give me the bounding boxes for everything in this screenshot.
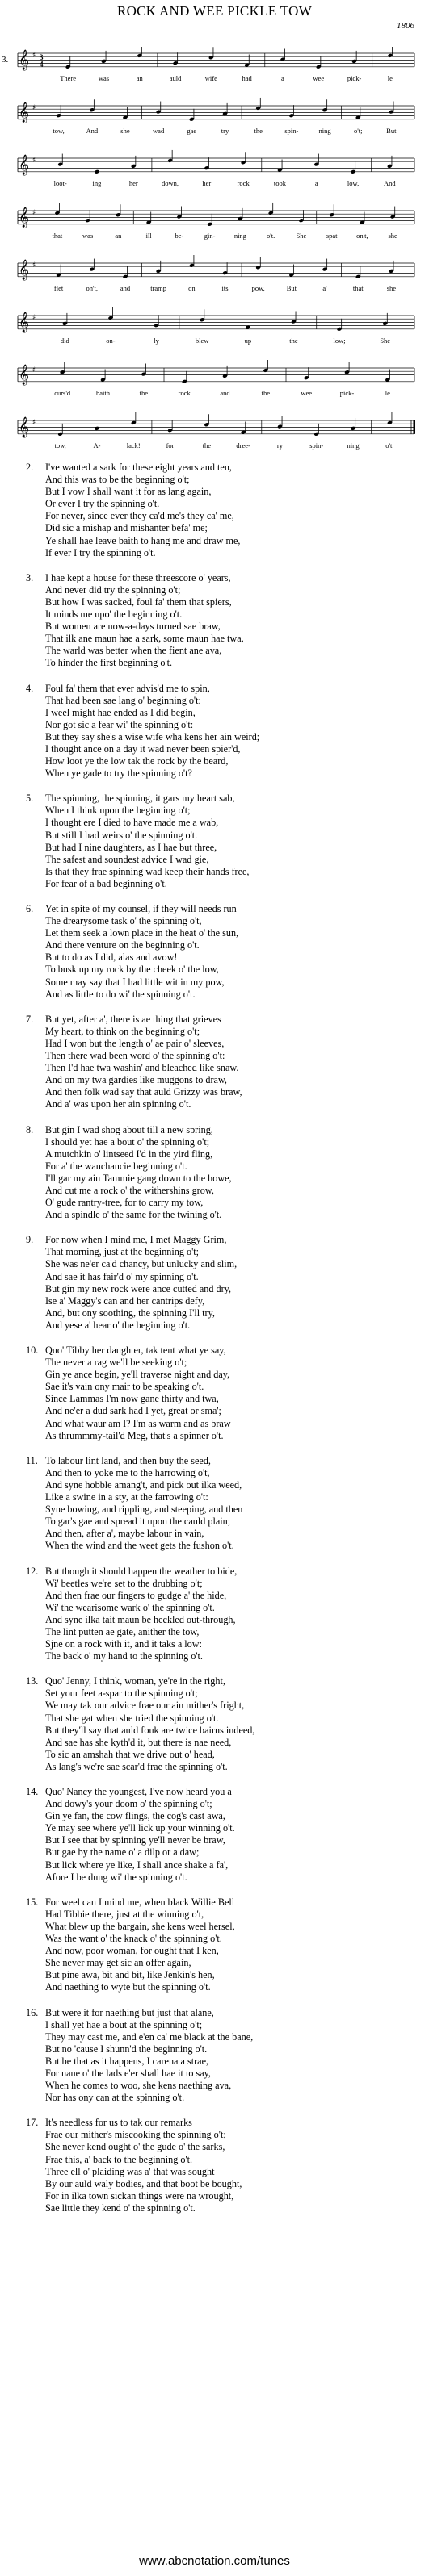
lyric-syllable: wee [301,389,313,397]
lyric-syllable: She [296,232,307,240]
time-signature-bottom: 4 [40,60,44,69]
time-signature-top: 3 [40,53,44,61]
lyric-syllable: a' [322,284,327,292]
lyric-syllable: be- [175,232,184,240]
verse-line: The drearysome task o' the spinning o't, [45,915,202,927]
verse-number: 17. [26,2117,39,2129]
verse-line: I thought ance on a day it wad never been spier'd, [45,742,241,755]
verse-line: But they'll say that auld fouk are twice bairns indeed, [45,1724,255,1736]
verse-line: Quo' Nancy the youngest, I've now heard you a [45,1786,232,1797]
lyric-syllable: curs'd [54,389,71,397]
verse-line: But were it for naething but just that alane, [45,2006,214,2018]
verse-line: And sae has she kyth'd it, but there is nae need, [45,1736,232,1748]
sharp-icon: ♯ [32,366,36,374]
verse-line: We may tak our advice frae our ain mither's fright, [45,1700,245,1712]
verse-line: But I vow I shall want it for as lang again, [45,486,212,498]
lyric-syllable: ry [276,441,283,450]
lyric-syllable: on't, [356,232,368,240]
verses-section [0,462,429,2227]
lyric-syllable: did [60,337,69,345]
verse [0,2117,429,2214]
verse-line: As thrummmy-tail'd Meg, that's a spinner o't. [45,1429,224,1441]
verse-line: That she gat when she tried the spinning o't. [45,1712,219,1724]
lyric-syllable: on- [106,337,116,345]
treble-clef-icon: 𝄞 [19,155,30,175]
verse-line: For never, since ever they ca'd me's they ca' me, [45,510,234,522]
verse-line: That morning, just at the beginning o't; [45,1246,200,1258]
lyric-syllable: the [202,441,212,450]
lyric-syllable: the [139,389,149,397]
treble-clef-icon: 𝄞 [19,260,30,280]
verse-line: And this was to be the beginning o't; [45,474,190,486]
verse-line: The warld was better when the fient ane ava, [45,645,222,657]
lyric-syllable: ing [92,179,102,187]
verse-line: Is that they frae spinning wad keep their hands free, [45,865,250,877]
lyric-syllable: was [82,232,94,240]
verse-line: A mutchkin o' lintseed I'd in the yird fling, [45,1148,213,1160]
verse-line: Frae this, a' back to the beginning o't. [45,2153,193,2165]
lyric-syllable: low; [333,337,346,345]
verse-line: Nor got sic a fear wi' the spinning o't: [45,718,194,730]
verse-line: But no 'cause I shunn'd the beginning o't. [45,2043,208,2055]
verse-number: 11. [26,1454,38,1466]
verse-line: And then frae our fingers to gudge a' the hide, [45,1589,227,1601]
lyric-syllable: gae [187,127,197,135]
lyric-syllable: rock [178,389,191,397]
lyric-syllable: she [120,127,130,135]
verse-line: How loot ye the low tak the rock by the beard, [45,755,229,767]
lyric-syllable: ly [154,337,159,345]
tune-number: 3. [2,55,9,65]
verse-line: And sae it has fair'd o' my spinning o't. [45,1270,199,1282]
sharp-icon: ♯ [32,419,36,427]
verse-line: Foul fa' them that ever advis'd me to spin, [45,682,210,694]
verse-line: But pine awa, bit and bit, like Jenkin's hen, [45,1969,215,1981]
lyric-syllable: the [261,389,271,397]
year-label: 1806 [397,21,414,31]
verse-line: I thought ere I died to have made me a wab, [45,817,219,829]
verse-number: 6. [26,903,34,914]
verse-line: The safest and soundest advice I wad gie, [45,853,209,865]
verse-line: But though it should happen the weather to bide, [45,1565,238,1577]
lyric-syllable: the [289,337,298,345]
verse-line: Wi' the wearisome wark o' the spinning o't. [45,1601,215,1613]
verse-line: And never did try the spinning o't; [45,583,181,596]
treble-clef-icon: 𝄞 [19,417,30,437]
verse-number: 13. [26,1675,39,1687]
verse-line: Then I'd hae twa washin' and bleached like snaw. [45,1062,239,1074]
sharp-icon: ♯ [32,52,36,60]
verse-number: 12. [26,1565,39,1577]
lyric-syllable: that [52,232,63,240]
verse-line: Quo' Tibby her daughter, tak tent what ye say, [45,1344,226,1356]
lyric-syllable: an [115,232,122,240]
lyric-syllable: and [220,389,230,397]
sharp-icon: ♯ [32,209,36,217]
lyric-syllable: spin- [309,441,324,450]
lyric-syllable: baith [96,389,110,397]
verse-line: She never may get sic an offer again, [45,1957,191,1969]
lyric-syllable: was [98,74,110,82]
sharp-icon: ♯ [32,157,36,165]
verse-line: To labour lint land, and then buy the seed, [45,1454,211,1466]
verse [0,1455,429,1553]
verse-line: And syne ilka tait maun be heckled out-through, [45,1613,236,1625]
verse-line: Since Lammas I'm now gane thirty and twa, [45,1393,219,1405]
lyric-syllable: But [386,127,397,135]
lyric-syllable: its [221,284,229,292]
verse-line: She never kend ought o' the gude o' the sarks, [45,2141,225,2153]
verse-line: To hinder the first beginning o't. [45,657,173,669]
lyric-syllable: the [254,127,263,135]
treble-clef-icon: 𝄞 [19,102,30,123]
verse-line: For fear of a bad beginning o't. [45,877,167,889]
verse-line: To busk up my rock by the cheek o' the low, [45,964,219,976]
verse-line: Like a swine in a sty, at the farrowing o't: [45,1491,208,1503]
verse-line: When he comes to woo, she kens naething ava, [45,2080,232,2092]
treble-clef-icon: 𝄞 [19,207,30,228]
lyric-syllable: a [314,179,318,187]
verse-number: 10. [26,1344,39,1356]
verse [0,1234,429,1332]
lyric-syllable: blew [195,337,209,345]
lyric-syllable: le [387,74,393,82]
verse-line: The lint putten ae gate, anither the tow, [45,1625,200,1637]
verse-line: I'll gar my ain Tammie gang down to the howe, [45,1172,232,1184]
verse-line: Sae little they kend o' the spinning o't. [45,2202,196,2214]
lyric-syllable: her [202,179,212,187]
verse-number: 3. [26,571,34,583]
verse-number: 4. [26,682,34,694]
verse-line: And then folk wad say that auld Grizzy was braw, [45,1086,242,1098]
verse-line: To sic an amshah that we drive out o' head, [45,1748,215,1760]
lyric-syllable: and [120,284,131,292]
lyric-syllable: wife [204,74,217,82]
lyric-syllable: flet [53,284,64,292]
verse-line: And there venture on the beginning o't. [45,939,200,951]
verse-line: Frae our mither's miscooking the spinning o't; [45,2129,226,2141]
lyric-syllable: ning [233,232,246,240]
verse-line: But had I nine daughters, as I hae but three, [45,841,217,853]
lyric-syllable: that [352,284,364,292]
verse-line: Wi' beetles we're set to the drubbing o't; [45,1577,203,1589]
lyric-syllable: o't. [266,232,275,240]
sharp-icon: ♯ [32,261,36,270]
verse-line: Yet in spite of my counsel, if they will needs run [45,903,237,914]
verse-number: 14. [26,1786,39,1797]
verse-line: But gin my new rock were ance cutted and dry, [45,1282,232,1294]
verse-line: And cut me a rock o' the withershins grow, [45,1184,214,1196]
lyric-syllable: o't; [353,127,363,135]
verse-line: They may cast me, and e'en ca' me black at the bane, [45,2030,254,2043]
verse-line: Ye may see where ye'll lick up your winning o't. [45,1822,235,1834]
verse [0,1675,429,1773]
verse-line: And naething to wyte but the spinning o't. [45,1981,211,1993]
verse-line: Nor has ony can at the spinning o't. [45,2092,185,2104]
verse [0,792,429,890]
verse-line: Set your feet a-spar to the spinning o't; [45,1687,198,1700]
verse-number: 16. [26,2006,39,2018]
lyric-syllable: wee [313,74,325,82]
verse-line: But lick where ye like, I shall ance shake a fa', [45,1859,229,1871]
verse-line: Or ever I try the spinning o't. [45,498,160,510]
verse-line: I shall yet hae a bout at the spinning o't; [45,2018,203,2030]
verse-line: For now when I mind me, I met Maggy Grim, [45,1234,227,1246]
verse-line: Syne bowing, and rippling, and steeping, and then [45,1503,243,1516]
treble-clef-icon: 𝄞 [19,50,30,70]
lyric-syllable: gin- [204,232,216,240]
lyric-syllable: ning [318,127,331,135]
verse-line: What blew up the bargain, she kens weel hersel, [45,1920,235,1932]
lyric-syllable: for [166,441,175,450]
lyric-syllable: lack! [126,441,141,450]
verse-line: I hae kept a house for these threescore o' years, [45,571,231,583]
music-score [0,47,429,466]
verse [0,1786,429,1884]
verse [0,572,429,670]
verse-line: But gin I wad shog about till a new spring, [45,1123,213,1135]
verse-line: I should yet hae a bout o' the spinning o't; [45,1135,210,1148]
verse-line: Sae it's vain ony mair to be speaking o't. [45,1381,204,1393]
verse [0,1014,429,1111]
lyric-syllable: ning [347,441,360,450]
lyric-syllable: But [286,284,297,292]
verse-line: Three ell o' plaiding was a' that was sought [45,2165,215,2177]
footer-url: www.abcnotation.com/tunes [139,2554,290,2568]
verse-line: And syne hobble amang't, and pick out ilka weed, [45,1478,242,1491]
verse-line: Was the want o' the knack o' the spinning o't. [45,1933,222,1945]
verse-line: That had been sae lang o' beginning o't; [45,694,201,706]
lyric-syllable: spin- [284,127,299,135]
verse-line: And as little to do wi' the spinning o't. [45,988,196,1000]
lyric-syllable: up [244,337,252,345]
verse-line: O' gude rantry-tree, for to carry my tow, [45,1197,204,1209]
verse-line: And, but ony soothing, the spinning I'll try, [45,1307,215,1319]
lyric-syllable: she [388,232,397,240]
treble-clef-icon: 𝄞 [19,365,30,385]
verse-line: The back o' my hand to the spinning o't. [45,1650,203,1662]
lyric-syllable: loot- [53,179,67,187]
verse [0,1124,429,1222]
verse [0,1896,429,1994]
verse-line: But they say she's a wise wife wha kens her ain weird; [45,730,260,742]
verse-line: And then, after a', maybe labour in vain, [45,1528,204,1540]
verse-line: Gin ye ance begin, ye'll traverse night and day, [45,1369,230,1381]
verse [0,2007,429,2105]
verse-line: And what waur am I? I'm as warm and as braw [45,1417,231,1429]
lyric-syllable: auld [169,74,182,82]
verse-line: I weel might hae ended as I did begin, [45,706,196,718]
verse-line: But to do as I did, alas and avow! [45,951,178,964]
lyric-syllable: dree- [236,441,250,450]
verse-line: But women are now-a-days turned sae braw, [45,621,221,633]
verse-line: But gae by the name o' a dilp or a daw; [45,1846,200,1859]
verse-line: Had Tibbie there, just at the winning o't, [45,1908,204,1920]
verse [0,903,429,1001]
lyric-syllable: took [273,179,287,187]
verse-line: By our auld waly bodies, and that boot be bought, [45,2177,242,2189]
lyric-syllable: She [380,337,391,345]
verse-line: And dowy's your doom o' the spinning o't; [45,1798,212,1810]
verse-line: But still I had weirs o' the spinning o't. [45,829,198,841]
verse-line: And yese a' hear o' the beginning o't. [45,1319,191,1331]
verse-line: Did sic a mishap and mishanter befa' me; [45,522,208,534]
lyric-syllable: tow, [54,441,66,450]
verse-line: My heart, to think on the beginning o't; [45,1025,200,1037]
verse-line: The spinning, the spinning, it gars my heart sab, [45,792,235,805]
verse-line: To gar's gae and spread it upon the cauld plain; [45,1516,231,1528]
lyric-syllable: an [136,74,143,82]
lyric-syllable: a [281,74,284,82]
verse [0,1344,429,1442]
verse-line: For weel can I mind me, when black Willie Bell [45,1896,235,1908]
verse-number: 5. [26,792,34,805]
verse-number: 9. [26,1234,34,1246]
verse-line: For nane o' the lads e'er shall hae it to say, [45,2067,211,2079]
verse-line: When ye gade to try the spinning o't? [45,767,192,780]
lyric-syllable: rock [237,179,250,187]
verse-line: Quo' Jenny, I think, woman, ye're in the right, [45,1675,225,1687]
verse-line: Let them seek a lown place in the heat o' the sun, [45,927,239,939]
lyric-syllable: A- [93,441,101,450]
verse-line: And ne'er a dud sark had I yet, great or sma'; [45,1405,221,1417]
verse-line: And now, poor woman, for ought that I ken, [45,1945,219,1957]
verse [0,462,429,559]
lyric-syllable: There [60,74,77,82]
lyric-syllable: le [385,389,390,397]
verse-line: That ilk ane maun hae a sark, some maun hae twa, [45,633,244,645]
verse-line: Ye shall hae leave baith to hang me and draw me, [45,534,241,546]
lyric-syllable: on [188,284,196,292]
lyric-syllable: spat [326,232,338,240]
verse-line: I've wanted a sark for these eight years and ten, [45,462,232,473]
verse-line: When the wind and the weet gets the fushon o't. [45,1540,234,1552]
verse-line: But be that as it happens, I carena a strae, [45,2055,209,2067]
verse-number: 7. [26,1013,34,1025]
lyric-syllable: o't. [385,441,394,450]
verse-number: 8. [26,1123,34,1135]
verse-line: Gin ye fan, the cow flings, the cog's cast awa, [45,1810,225,1822]
lyric-syllable: pick- [339,389,355,397]
lyric-syllable: down, [162,179,179,187]
verse-line: Ise a' Maggy's can and her cantrips defy, [45,1294,205,1307]
lyric-syllable: And [384,179,396,187]
sharp-icon: ♯ [32,314,36,322]
verse-line: And a spindle o' the same for the twining o't. [45,1209,222,1221]
verse-line: But yet, after a', there is ae thing that grieves [45,1013,221,1025]
sharp-icon: ♯ [32,104,36,112]
lyric-syllable: pick- [347,74,362,82]
treble-clef-icon: 𝄞 [19,312,30,332]
lyric-syllable: pow, [251,284,265,292]
verse-line: The never a rag we'll be seeking o't; [45,1357,187,1369]
lyric-syllable: she [386,284,397,292]
verse-line: When I think upon the beginning o't; [45,805,191,817]
verse-line: And a' was upon her ain spinning o't. [45,1098,191,1110]
lyric-syllable: had [242,74,252,82]
verse [0,1566,429,1663]
lyric-syllable: tramp [150,284,167,292]
verse-line: Afore I be dung wi' the spinning o't. [45,1871,187,1883]
verse-line: If ever I try the spinning o't. [45,546,156,558]
verse-line: She was ne'er ca'd chancy, but unlucky and slim, [45,1258,238,1270]
lyric-syllable: on't, [86,284,99,292]
verse-number: 2. [26,462,34,473]
lyric-syllable: her [128,179,138,187]
verse-line: It minds me upo' the beginning o't. [45,608,183,621]
verse-line: Then there wad been word o' the spinning o't: [45,1050,225,1062]
lyric-syllable: And [86,127,99,135]
verse-line: But I see that by spinning ye'll never be braw, [45,1834,225,1846]
page-title: ROCK AND WEE PICKLE TOW [116,3,313,19]
lyric-syllable: tow, [53,127,65,135]
verse-line: For a' the wanchancie beginning o't. [45,1160,187,1172]
verse-line: Had I won but the length o' ae pair o' sleeves, [45,1037,225,1049]
lyric-syllable: try [221,127,229,135]
verse-line: And on my twa gardies like muggons to draw, [45,1074,227,1086]
lyric-syllable: wad [153,127,165,135]
verse-line: As lang's we're sae scar'd frae the spinning o't. [45,1760,228,1772]
verse-line: Some may say that I had little wit in my pow, [45,976,225,988]
verse-number: 15. [26,1896,39,1908]
verse [0,683,429,780]
verse-line: For in ilka town sickan things were na wrought, [45,2189,234,2202]
final-barline [414,420,416,434]
verse-line: And then to yoke me to the harrowing o't, [45,1466,210,1478]
verse-line: It's needless for us to tak our remarks [45,2117,192,2129]
verse-line: Sjne on a rock with it, and it taks a low: [45,1638,202,1650]
verse-line: But how I was sacked, foul fa' them that spiers, [45,596,232,608]
lyric-syllable: low, [347,179,360,187]
lyric-syllable: ill [145,232,152,240]
